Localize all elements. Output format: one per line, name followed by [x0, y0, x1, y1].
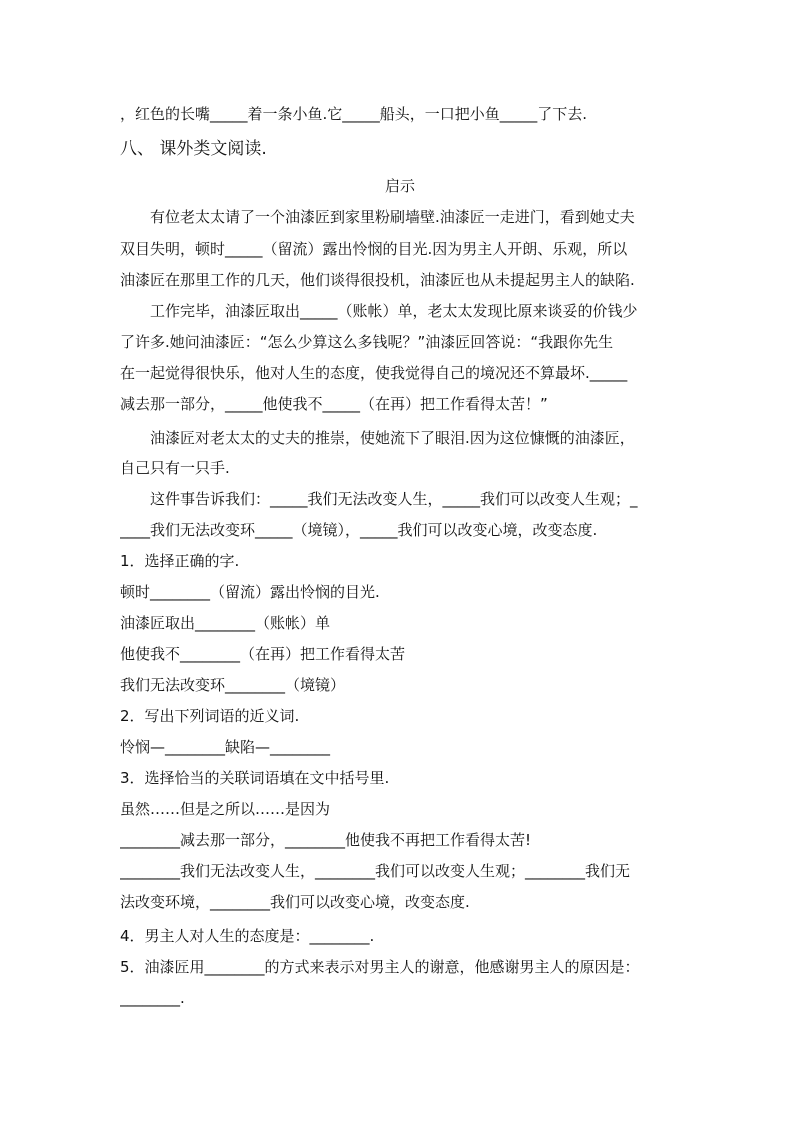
question-3: 3．选择恰当的关联词语填在文中括号里.	[120, 769, 390, 787]
passage-line: 自己只有一只手.	[120, 459, 230, 477]
passage-line: ____我们无法改变环_____（境镜），_____我们可以改变心境，改变态度.	[120, 521, 598, 539]
exercise-fill-line: ，红色的长嘴_____着一条小鱼.它_____船头，一口把小鱼_____了下去.	[120, 105, 588, 123]
passage-title: 启示	[384, 177, 415, 195]
question-line: 顿时________（留流）露出怜悯的目光.	[120, 583, 380, 601]
question-4: 4．男主人对人生的态度是：________.	[120, 927, 375, 945]
question-line: 我们无法改变环________（境镜）	[120, 676, 346, 694]
section-heading: 八、 课外类文阅读.	[120, 139, 267, 159]
passage-line: 在一起觉得很快乐，他对人生的态度，使我觉得自己的境况还不算最坏._____	[120, 364, 628, 382]
passage-line: 了许多.她问油漆匠：“怎么少算这么多钱呢？”油漆匠回答说：“我跟你先生	[120, 333, 614, 351]
question-5: 5．油漆匠用________的方式来表示对男主人的谢意，他感谢男主人的原因是：	[120, 958, 640, 976]
passage-line: 这件事告诉我们：_____我们无法改变人生，_____我们可以改变人生观；_	[120, 490, 638, 508]
question-line: ________减去那一部分，________他使我不再把工作看得太苦!	[120, 831, 532, 849]
question-1: 1．选择正确的字.	[120, 552, 240, 570]
passage-line: 减去那一部分，_____他使我不_____（在再）把工作看得太苦！”	[120, 395, 548, 413]
passage-line: 油漆匠对老太太的丈夫的推崇，使她流下了眼泪.因为这位慷慨的油漆匠，	[120, 429, 635, 447]
passage-line: 油漆匠在那里工作的几天，他们谈得很投机，油漆匠也从未提起男主人的缺陷.	[120, 271, 635, 289]
question-2: 2．写出下列词语的近义词.	[120, 707, 300, 725]
question-line: 虽然……但是之所以……是因为	[120, 800, 331, 818]
passage-line: 工作完毕，油漆匠取出_____（账帐）单，老太太发现比原来谈妥的价钱少	[120, 302, 638, 320]
question-line: 怜悯—________缺陷—________	[120, 738, 331, 756]
question-line: ________我们无法改变人生，________我们可以改变人生观；________我们无	[120, 862, 631, 880]
question-line: 法改变环境，________我们可以改变心境，改变态度.	[120, 893, 470, 911]
passage-line: 双目失明，顿时_____（留流）露出怜悯的目光.因为男主人开朗、乐观，所以	[120, 240, 628, 258]
passage-line: 有位老太太请了一个油漆匠到家里粉刷墙壁.油漆匠一走进门，看到她丈夫	[120, 208, 635, 226]
question-line: 油漆匠取出________（账帐）单	[120, 614, 331, 632]
question-line: ________.	[120, 989, 185, 1007]
question-line: 他使我不________（在再）把工作看得太苦	[120, 645, 406, 663]
